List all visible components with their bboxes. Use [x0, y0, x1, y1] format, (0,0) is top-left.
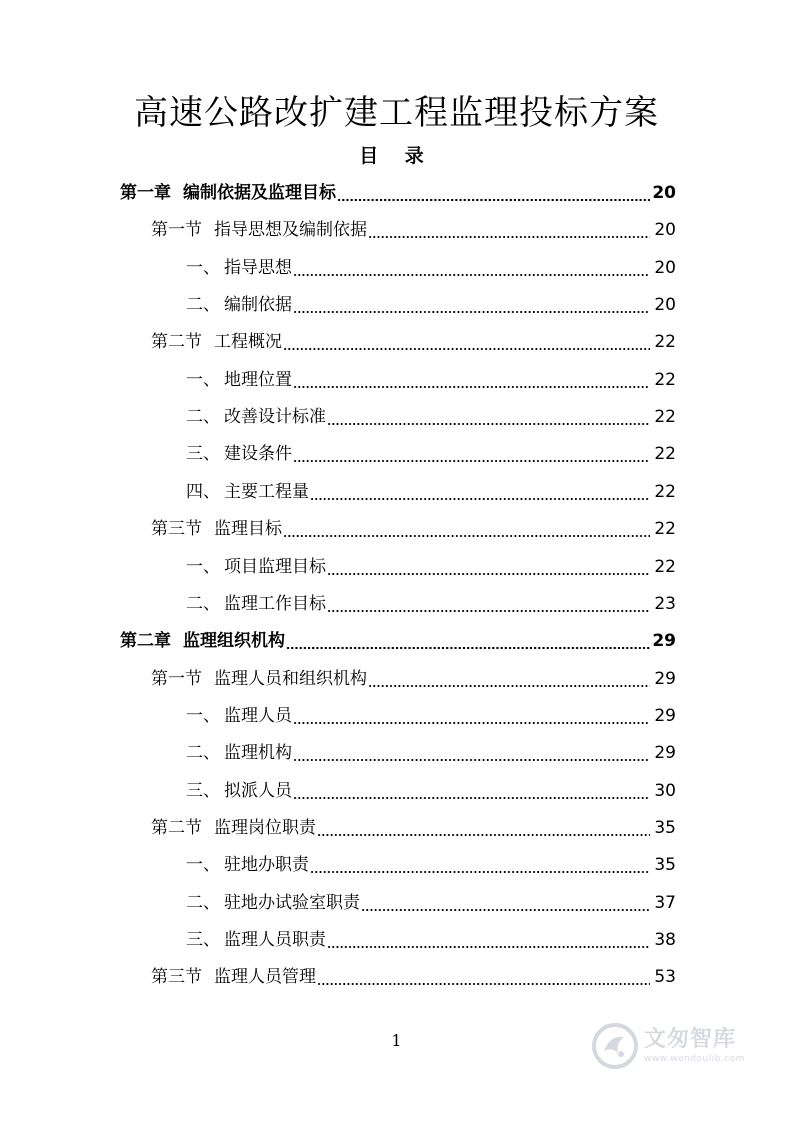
toc-section-entry[interactable] — [151, 511, 676, 547]
toc-entry-title: 指导思想及编制依据 — [214, 220, 367, 241]
toc-entry-page: 53 — [654, 967, 676, 988]
toc-entry-page: 22 — [654, 481, 676, 502]
toc-dot-leader — [327, 586, 650, 622]
toc-subsection-entry[interactable] — [186, 250, 676, 286]
toc-chapter-entry[interactable] — [120, 175, 676, 211]
toc-subsection-entry[interactable] — [186, 362, 676, 398]
page-number: 1 — [391, 1031, 402, 1050]
toc-entry-title: 监理组织机构 — [183, 631, 285, 652]
toc-entry-number: 二、 — [186, 593, 220, 614]
toc-entry-title: 地理位置 — [224, 369, 292, 390]
toc-dot-leader — [327, 399, 650, 435]
toc-entry-title: 监理人员 — [224, 705, 292, 726]
toc-entry-title: 监理机构 — [224, 743, 292, 764]
toc-entry-number: 一、 — [186, 369, 220, 390]
toc-dot-leader — [368, 212, 650, 248]
toc-entry-number: 三、 — [186, 780, 220, 801]
toc-entry-page: 29 — [654, 705, 676, 726]
toc-dot-leader — [361, 885, 650, 921]
toc-entry-title: 编制依据及监理目标 — [183, 183, 336, 203]
toc-entry-number: 二、 — [186, 892, 220, 913]
toc-entry-page: 29 — [654, 668, 676, 689]
toc-dot-leader — [293, 735, 650, 771]
toc-entry-title: 监理人员和组织机构 — [214, 668, 367, 689]
toc-entry-number: 一、 — [186, 556, 220, 577]
toc-entry-number: 第三节 — [151, 519, 202, 540]
toc-dot-leader — [317, 959, 650, 995]
toc-section-entry[interactable] — [151, 959, 676, 995]
toc-entry-page: 35 — [654, 817, 676, 838]
toc-dot-leader — [286, 623, 650, 659]
toc-entry-page: 30 — [654, 780, 676, 801]
toc-dot-leader — [368, 661, 650, 697]
toc-entry-title: 监理人员管理 — [214, 967, 316, 988]
toc-entry-number: 第一节 — [151, 668, 202, 689]
toc-entry-number: 二、 — [186, 295, 220, 316]
toc-entry-number: 第三节 — [151, 967, 202, 988]
toc-entry-title: 建设条件 — [224, 444, 292, 465]
toc-subsection-entry[interactable] — [186, 922, 676, 958]
toc-entry-title: 驻地办职责 — [224, 855, 309, 876]
toc-subsection-entry[interactable] — [186, 698, 676, 734]
toc-entry-title: 监理岗位职责 — [214, 817, 316, 838]
toc-entry-number: 一、 — [186, 257, 220, 278]
toc-entry-title: 监理工作目标 — [224, 593, 326, 614]
toc-chapter-entry[interactable] — [120, 623, 676, 659]
toc-subsection-entry[interactable] — [186, 287, 676, 323]
toc-entry-title: 主要工程量 — [224, 481, 309, 502]
toc-entry-title: 项目监理目标 — [224, 556, 326, 577]
toc-subsection-entry[interactable] — [186, 586, 676, 622]
toc-entry-page: 20 — [652, 183, 676, 203]
toc-entry-page: 35 — [654, 855, 676, 876]
watermark-swirl-icon — [590, 1021, 640, 1071]
toc-entry-number: 一、 — [186, 705, 220, 726]
toc-dot-leader — [293, 436, 650, 472]
toc-subsection-entry[interactable] — [186, 399, 676, 435]
toc-dot-leader — [327, 922, 650, 958]
toc-entry-number: 三、 — [186, 444, 220, 465]
toc-entry-number: 第一章 — [120, 183, 171, 203]
toc-entry-title: 驻地办试验室职责 — [224, 892, 360, 913]
toc-dot-leader — [310, 847, 650, 883]
toc-dot-leader — [317, 810, 650, 846]
toc-entry-page: 37 — [654, 892, 676, 913]
toc-entry-page: 29 — [654, 743, 676, 764]
toc-entry-number: 四、 — [186, 481, 220, 502]
toc-entry-title: 改善设计标准 — [224, 407, 326, 428]
toc-subsection-entry[interactable] — [186, 885, 676, 921]
toc-subsection-entry[interactable] — [186, 735, 676, 771]
document-title: 高速公路改扩建工程监理投标方案 — [134, 93, 659, 133]
toc-entry-page: 22 — [654, 369, 676, 390]
toc-section-entry[interactable] — [151, 212, 676, 248]
toc-dot-leader — [293, 250, 650, 286]
toc-entry-title: 工程概况 — [214, 332, 282, 353]
toc-entry-page: 22 — [654, 407, 676, 428]
toc-entry-title: 监理人员职责 — [224, 930, 326, 950]
toc-entry-number: 二、 — [186, 743, 220, 764]
toc-entry-number: 二、 — [186, 407, 220, 428]
toc-subsection-entry[interactable] — [186, 436, 676, 472]
toc-entry-page: 22 — [654, 332, 676, 353]
toc-entry-page: 22 — [654, 556, 676, 577]
toc-entry-number: 一、 — [186, 855, 220, 876]
toc-entry-number: 三、 — [186, 930, 220, 950]
toc-entry-page: 22 — [654, 519, 676, 540]
toc-entry-number: 第二节 — [151, 817, 202, 838]
toc-entry-number: 第二节 — [151, 332, 202, 353]
toc-section-entry[interactable] — [151, 661, 676, 697]
toc-subsection-entry[interactable] — [186, 474, 676, 510]
watermark-logo — [590, 1018, 760, 1074]
toc-entry-title: 编制依据 — [224, 295, 292, 316]
toc-entry-number: 第一节 — [151, 220, 202, 241]
toc-entry-title: 拟派人员 — [224, 780, 292, 801]
toc-subsection-entry[interactable] — [186, 847, 676, 883]
toc-dot-leader — [310, 474, 650, 510]
toc-dot-leader — [293, 362, 650, 398]
watermark-url: www.wendoulib.com — [644, 1054, 745, 1064]
toc-entry-page: 22 — [654, 444, 676, 465]
toc-dot-leader — [293, 287, 650, 323]
toc-dot-leader — [337, 175, 650, 211]
toc-entry-page: 29 — [652, 631, 676, 652]
toc-entry-page: 20 — [654, 295, 676, 316]
toc-dot-leader — [283, 511, 650, 547]
toc-entry-page: 38 — [654, 930, 676, 950]
toc-subsection-entry[interactable] — [186, 773, 676, 809]
toc-section-entry[interactable] — [151, 324, 676, 360]
watermark-name: 文匆智库 — [644, 1027, 737, 1052]
toc-entry-title: 指导思想 — [224, 257, 292, 278]
toc-section-entry[interactable] — [151, 810, 676, 846]
toc-entry-number: 第二章 — [120, 631, 171, 652]
toc-dot-leader — [283, 324, 650, 360]
toc-dot-leader — [293, 698, 650, 734]
toc-heading: 目 录 — [359, 145, 434, 167]
toc-dot-leader — [293, 773, 650, 809]
toc-entry-page: 20 — [654, 220, 676, 241]
toc-dot-leader — [327, 549, 650, 585]
toc-entry-page: 23 — [654, 593, 676, 614]
toc-subsection-entry[interactable] — [186, 549, 676, 585]
toc-entry-page: 20 — [654, 257, 676, 278]
toc-entry-title: 监理目标 — [214, 519, 282, 540]
